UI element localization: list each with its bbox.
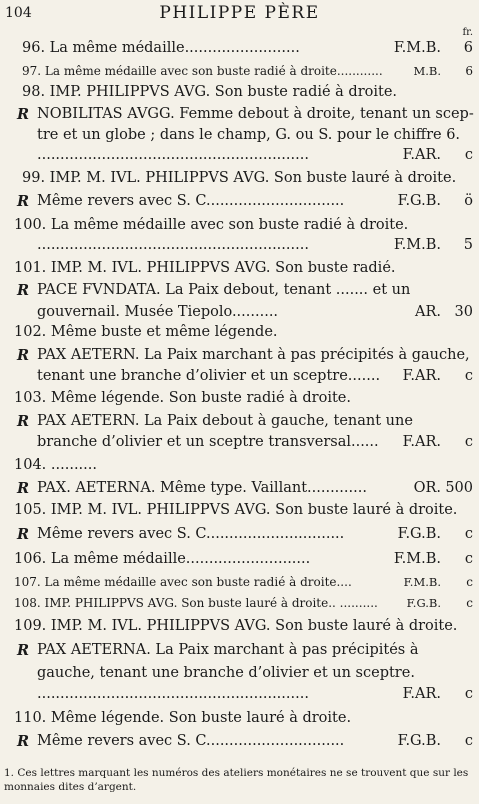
price-value: c [464,368,473,384]
line-text: PACE FVNDATA. La Paix debout, tenant ....... et un [37,282,411,298]
line-text: Même revers avec S. C.............................. [37,193,345,209]
reverse-mark: R [17,413,30,430]
page-number: 104 [5,5,32,21]
line-text: Même revers avec S. C.............................. [37,733,345,749]
catalog-line [0,575,479,597]
line-text: tenant une branche d’olivier et un sceptre....... [37,368,381,384]
catalog-line [0,217,479,239]
catalog-line [0,106,479,128]
currency-label: fr. [462,27,473,38]
price-value: ö [464,193,473,209]
line-text: Même revers avec S. C.............................. [37,526,345,542]
catalog-line [0,40,479,62]
price-value: c [464,434,473,450]
line-text: 99. IMP. M. IVL. PHILIPPVS AVG. Son buste lauré à droite. [22,170,457,186]
reverse-mark: R [17,193,30,210]
line-text: 109. IMP. M. IVL. PHILIPPVS AVG. Son buste lauré à droite. [14,618,458,634]
price-value: c [466,575,473,589]
line-text: branche d’olivier et un sceptre transversal...... [37,434,379,450]
reverse-mark: R [17,526,30,543]
line-text: tre et un globe ; dans le champ, G. ou S. pour le chiffre 6. [37,127,461,143]
price-value: c [466,596,473,610]
rarity-mark: AR. [415,304,441,320]
rarity-mark: F.AR. [402,686,441,702]
rarity-mark: F.AR. [402,368,441,384]
rarity-mark: F.M.B. [393,40,441,56]
catalog-line [0,686,479,708]
line-text: NOBILITAS AVGG. Femme debout à droite, tenant un scep- [37,106,474,122]
page-title: PHILIPPE PÈRE [159,3,320,23]
rarity-mark: F.G.B. [397,193,441,209]
catalog-line [0,84,479,106]
catalog-line [0,260,479,282]
page-header [0,3,479,25]
catalog-line [0,347,479,369]
line-text: 101. IMP. M. IVL. PHILIPPVS AVG. Son buste radié. [14,260,396,276]
reverse-mark: R [17,282,30,299]
reverse-mark: R [17,733,30,750]
price-value: c [464,526,473,542]
line-text: 98. IMP. PHILIPPVS AVG. Son buste radié à droite. [22,84,398,100]
catalog-line [0,710,479,732]
rarity-mark: F.G.B. [406,596,441,610]
reverse-mark: R [17,642,30,659]
line-text: ........................................................... [37,237,309,253]
catalog-line [0,642,479,664]
catalog-line [0,665,479,687]
price-value: 5 [463,237,473,253]
catalog-line [0,480,479,502]
footnote: 1. Ces lettres marquant les numéros des ateliers monétaires ne se trouvent que sur les monnaies dites d’argent. [4,767,469,793]
line-text: PAX. AETERNA. Même type. Vaillant............. [37,480,367,496]
catalog-line [0,304,479,326]
line-text: 102. Même buste et même légende. [14,324,278,340]
price-value: 30 [454,304,473,320]
reverse-mark: R [17,347,30,364]
rarity-mark: F.G.B. [397,733,441,749]
line-text: gauche, tenant une branche d’olivier et un sceptre. [37,665,415,681]
line-text: 108. IMP. PHILIPPVS AVG. Son buste lauré à droite.. .......... [14,596,378,610]
catalog-line [0,502,479,524]
catalog-line [0,413,479,435]
rarity-mark: OR. [413,480,441,496]
catalog-line [0,733,479,755]
reverse-mark: R [17,106,30,123]
catalog-line [0,434,479,456]
line-text: 105. IMP. M. IVL. PHILIPPVS AVG. Son buste lauré à droite. [14,502,458,518]
line-text: 96. La même médaille......................... [22,40,300,56]
catalog-line [0,237,479,259]
price-value: c [464,551,473,567]
line-text: 97. La même médaille avec son buste radié à droite............ [22,64,383,78]
catalog-line [0,147,479,169]
catalog-line [0,368,479,390]
line-text: 103. Même légende. Son buste radié à droite. [14,390,351,406]
rarity-mark: M.B. [413,64,441,78]
line-text: PAX AETERN. La Paix marchant à pas précipités à gauche, [37,347,470,363]
price-value: c [464,147,473,163]
line-text: 110. Même légende. Son buste lauré à droite. [14,710,352,726]
catalog-line [0,551,479,573]
price-value: c [464,733,473,749]
catalog-line [0,390,479,412]
catalog-line [0,324,479,346]
catalog-line [0,193,479,215]
line-text: 104. .......... [14,457,97,473]
rarity-mark: F.M.B. [393,237,441,253]
price-value: 6 [465,64,473,78]
catalog-line [0,618,479,640]
reverse-mark: R [17,480,30,497]
rarity-mark: F.M.B. [393,551,441,567]
rarity-mark: F.AR. [402,147,441,163]
rarity-mark: F.M.B. [403,575,441,589]
price-value: 500 [445,480,473,496]
line-text: ........................................................... [37,147,309,163]
line-text: PAX AETERNA. La Paix marchant à pas précipités à [37,642,419,658]
price-value: c [464,686,473,702]
rarity-mark: F.G.B. [397,526,441,542]
line-text: 106. La même médaille........................... [14,551,311,567]
line-text: gouvernail. Musée Tiepolo.......... [37,304,279,320]
catalog-line [0,127,479,149]
rarity-mark: F.AR. [402,434,441,450]
price-value: 6 [463,40,473,56]
catalog-line [0,596,479,618]
line-text: 107. La même médaille avec son buste radié à droite.... [14,575,352,589]
line-text: ........................................................... [37,686,309,702]
catalog-line [0,526,479,548]
line-text: 100. La même médaille avec son buste radié à droite. [14,217,409,233]
catalog-line [0,170,479,192]
catalog-line [0,282,479,304]
catalog-line [0,457,479,479]
line-text: PAX AETERN. La Paix debout à gauche, tenant une [37,413,413,429]
catalog-line [0,64,479,86]
